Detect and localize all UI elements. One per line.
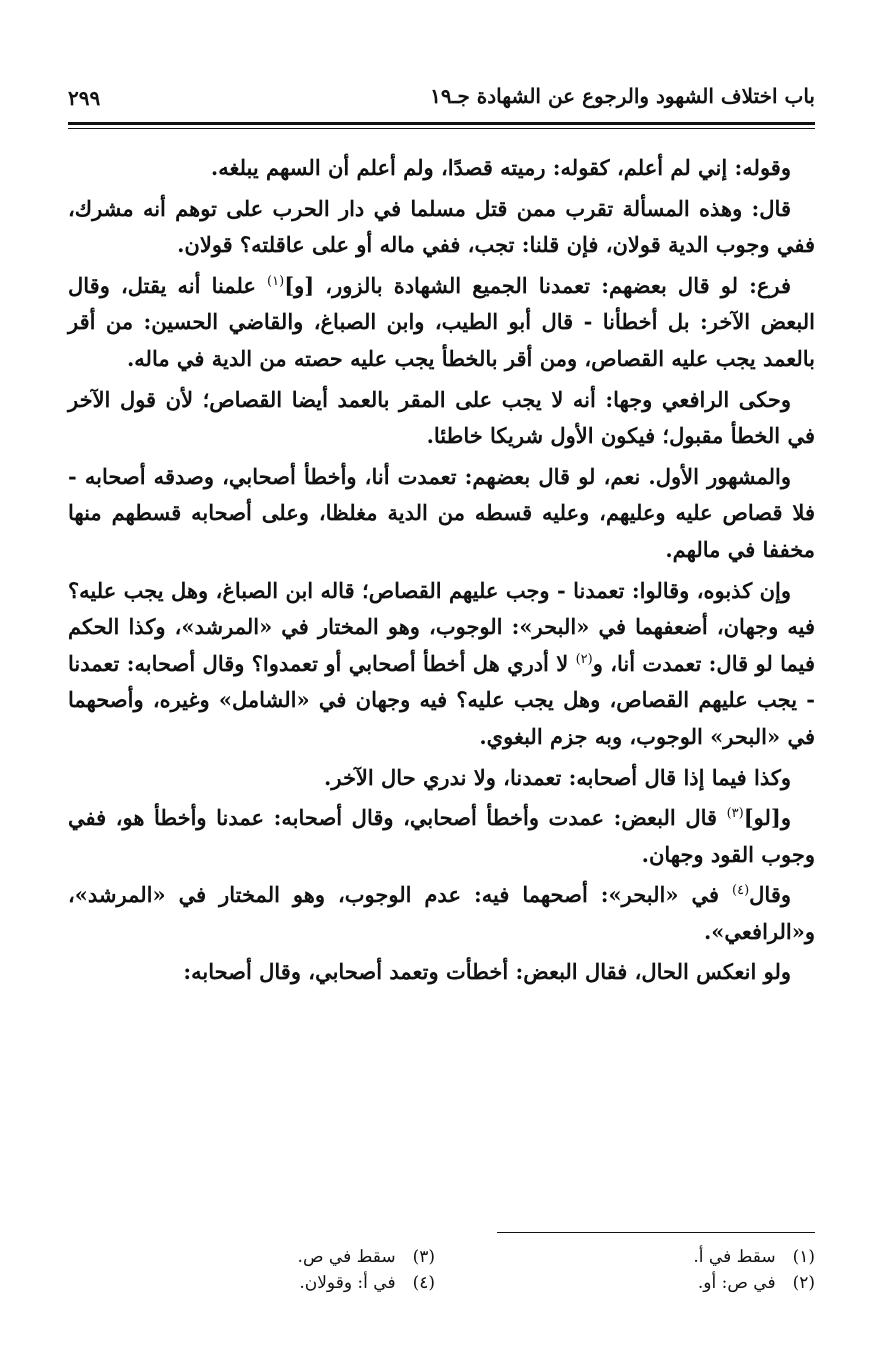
paragraph-text: فرع: لو قال بعضهم: تعمدنا الجميع الشهادة بالزور، [و]: [284, 272, 791, 298]
footnote-text: في أ: وقولان.: [299, 1273, 396, 1293]
paragraph: قال: وهذه المسألة تقرب ممن قتل مسلما في دار الحرب على توهم أنه مشرك، ففي وجوب الدية قولان، فإن قلنا: تجب، ففي ماله أو على عاقلته؟ قولان.: [68, 195, 815, 258]
footnote-item: [515, 1244, 815, 1270]
paragraph: [68, 800, 815, 873]
paragraph: وقوله: إني لم أعلم، كقوله: رميته قصدًا، ولم أعلم أن السهم يبلغه.: [210, 155, 791, 180]
footnotes-column-left: [135, 1244, 435, 1296]
paragraph: وكذا فيما إذا قال أصحابه: تعمدنا، ولا ندري حال الآخر.: [324, 764, 791, 790]
paragraph-text: وإن كذبوه، وقالوا: تعمدنا - وجب عليهم القصاص؛ قاله ابن الصباغ، وهل يجب عليه؟ فيه وجهان، أضعفهما في «البحر»: الوجوب، وهو المختار في «المرشد»، وكذا الحكم فيما لو قال: تعمدت أنا، و: [68, 577, 815, 676]
header-rule-thin: [68, 128, 815, 129]
book-page: [68, 0, 815, 1372]
paragraph: ولو انعكس الحال، فقال البعض: أخطأت وتعمد أصحابي، وقال أصحابه:: [183, 959, 791, 985]
footnote-number: (١): [792, 1247, 815, 1267]
footnote-item: [135, 1270, 435, 1296]
footnote-number: (٣): [412, 1247, 435, 1267]
header-rule-thick: [68, 122, 815, 125]
running-header: [68, 84, 815, 118]
footnote-text: سقط في أ.: [693, 1247, 776, 1267]
paragraph: [68, 268, 815, 378]
paragraph-text: لا أدري هل أخطأ أصحابي أو تعمدوا؟ وقال أصحابه: تعمدنا - يجب عليهم القصاص، وهل يجب عليه؟ فيه وجهان في «الشامل» وغيره، وأصحهما في «البحر» الوجوب، وبه جزم البغوي.: [68, 650, 815, 749]
paragraph: والمشهور الأول. نعم، لو قال بعضهم: تعمدت أنا، وأخطأ أصحابي، وصدقه أصحابه - فلا قصاص عليه وعليهم، وعليه قسطه من الدية مغلظا، وعلى أصحابه قسطهم منها مخففا في مالهم.: [68, 463, 815, 562]
paragraph-text: علمنا أنه يقتل، وقال البعض الآخر: بل أخطأنا - قال أبو الطيب، وابن الصباغ، والقاضي الحسين: من أقر بالعمد يجب عليه القصاص، ومن أقر بالخطأ يجب عليه حصته من الدية في ماله.: [68, 272, 815, 371]
paragraph-text: وقال: [749, 882, 791, 908]
paragraph-text: في «البحر»: أصحهما فيه: عدم الوجوب، وهو المختار في «المرشد»، و«الرافعي».: [68, 882, 815, 944]
paragraph-text: و[لو]: [743, 805, 791, 831]
footnote-reference: (٤): [732, 883, 750, 899]
footnote-item: [135, 1244, 435, 1270]
footnote-reference: (١): [267, 273, 285, 289]
footnote-number: (٢): [792, 1273, 815, 1293]
footnote-reference: (٣): [726, 806, 744, 822]
page-number: ٢٩٩: [68, 86, 101, 110]
footnote-text: سقط في ص.: [297, 1247, 396, 1267]
chapter-title: باب اختلاف الشهود والرجوع عن الشهادة جـ١٩: [430, 84, 815, 108]
footnote-reference: (٢): [575, 651, 593, 667]
footnote-separator: [497, 1232, 815, 1233]
footnote-item: [515, 1270, 815, 1296]
main-text: [68, 150, 815, 995]
paragraph: [68, 877, 815, 950]
paragraph-text: قال البعض: عمدت وأخطأ أصحابي، وقال أصحابه: عمدنا وأخطأ هو، ففي وجوب القود وجهان.: [68, 805, 815, 867]
paragraph: وحكى الرافعي وجها: أنه لا يجب على المقر بالعمد أيضا القصاص؛ لأن قول الآخر في الخطأ مقبول؛ فيكون الأول شريكا خاطئا.: [68, 386, 815, 449]
paragraph: [68, 573, 815, 756]
footnote-text: في ص: أو.: [697, 1273, 776, 1293]
footnotes-column-right: [515, 1244, 815, 1296]
footnote-number: (٤): [412, 1273, 435, 1293]
